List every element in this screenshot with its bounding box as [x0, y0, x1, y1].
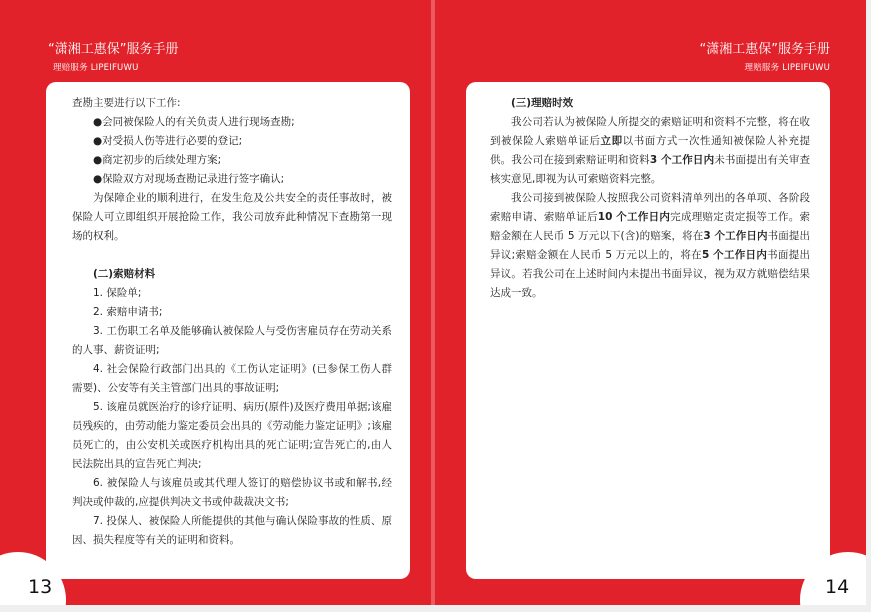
list-item: 7. 投保人、被保险人所能提供的其他与确认保险事故的性质、原因、损失程度等有关的证明和资料。 — [72, 515, 392, 546]
section-heading-claim-timeliness: (三)理赔时效 — [511, 97, 574, 109]
list-item: 6. 被保险人与该雇员或其代理人签订的赔偿协议书或和解书,经判决或仲裁的,应提供判决文书或仲裁裁决文书; — [72, 477, 392, 508]
timeliness-paragraph-2: 我公司接到被保险人按照我公司资料清单列出的各单项、各阶段索赔申请、索赔单证后10 个工作日内完成理赔定责定损等工作。索赔金额在人民币 5 万元以下(含)的赔案，将在3 个工作日内书面提出异议;索赔金额在人民币 5 万元以上的，将在5 个工作日内书面提出异议。若我公司在上述时间内未提出书面异议，视为双方就赔偿结果达成一致。 — [490, 192, 810, 299]
header-subtitle: 理赔服务 LIPEIFUWU — [53, 63, 139, 73]
list-item: 3. 工伤职工名单及能够确认被保险人与受伤害雇员存在劳动关系的人事、薪资证明; — [72, 325, 392, 356]
list-item: 1. 保险单; — [93, 287, 142, 299]
rescue-paragraph: 为保障企业的顺利进行，在发生危及公共安全的责任事故时，被保险人可立即组织开展抢险工作，我公司放弃此种情况下查勘第一现场的权利。 — [72, 192, 392, 242]
bullet-item: ●对受损人伤等进行必要的登记; — [93, 135, 243, 147]
left-page-content — [46, 82, 410, 579]
right-page-header — [700, 42, 830, 74]
survey-intro: 查勘主要进行以下工作: — [72, 97, 181, 109]
page-fold — [431, 0, 435, 605]
bullet-item: ●会同被保险人的有关负责人进行现场查勘; — [93, 116, 295, 128]
list-item: 2. 索赔申请书; — [93, 306, 163, 318]
timeliness-paragraph-1: 我公司若认为被保险人所提交的索赔证明和资料不完整，将在收到被保险人索赔单证后立即以书面方式一次性通知被保险人补充提供。我公司在接到索赔证明和资料3 个工作日内未书面提出有关审查核实意见,即视为认可索赔资料完整。 — [490, 116, 811, 185]
header-title: “潇湘工惠保”服务手册 — [48, 42, 179, 57]
bullet-item: ●商定初步的后续处理方案; — [93, 154, 222, 166]
right-page-content — [466, 82, 830, 579]
left-page-header — [48, 42, 178, 74]
page-number: 14 — [825, 576, 850, 598]
bullet-item: ●保险双方对现场查勘记录进行签字确认; — [93, 173, 285, 185]
header-title: “潇湘工惠保”服务手册 — [699, 42, 830, 57]
page-number: 13 — [28, 576, 53, 598]
list-item: 4. 社会保险行政部门出具的《工伤认定证明》(已参保工伤人群需要)、公安等有关主管部门出具的事故证明; — [72, 363, 392, 394]
list-item: 5. 该雇员就医治疗的诊疗证明、病历(原件)及医疗费用单据;该雇员残疾的，由劳动能力鉴定委员会出具的《劳动能力鉴定证明》;该雇员死亡的，由公安机关或医疗机构出具的死亡证明;宣告死亡的,由人民法院出具的宣告死亡判决; — [72, 401, 392, 470]
header-subtitle: 理赔服务 LIPEIFUWU — [744, 63, 830, 73]
section-heading-claim-materials: (二)索赔材料 — [93, 268, 156, 280]
